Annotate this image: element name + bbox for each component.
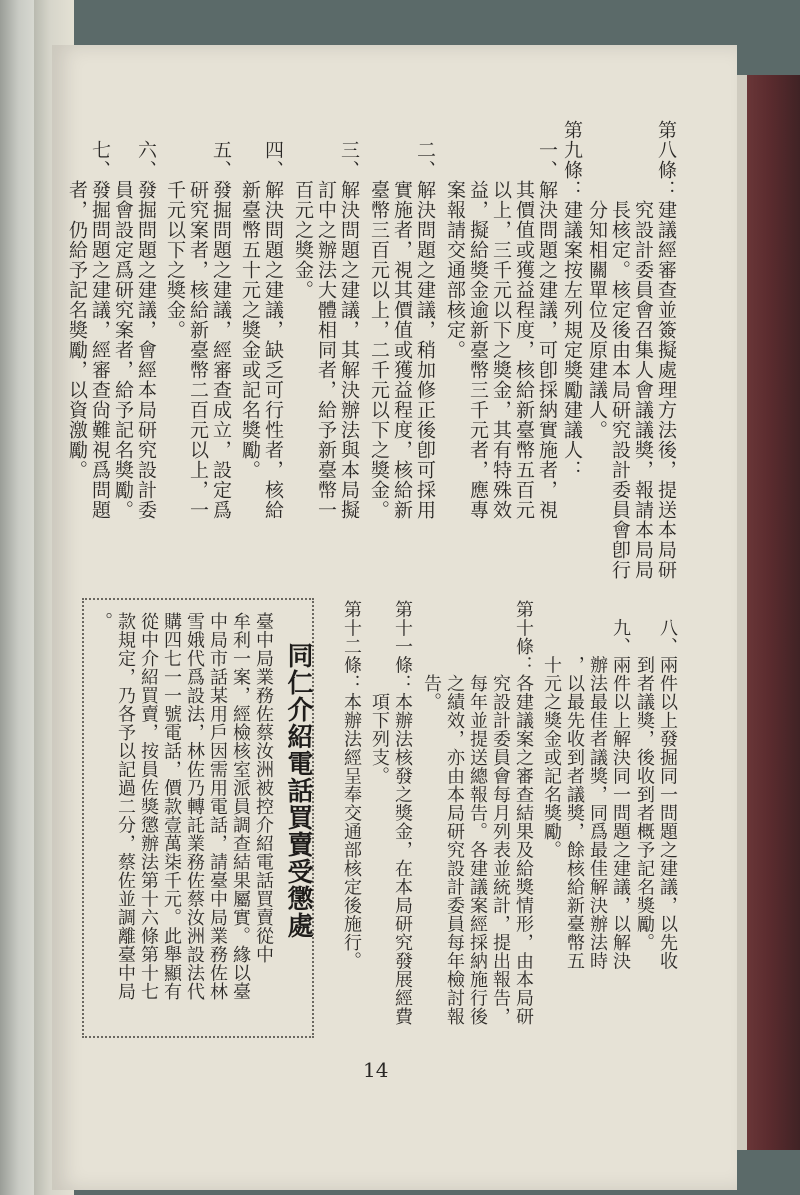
lower-line-12: 第十一條：本辦法核發之獎金，在本局研究發展經費	[392, 600, 413, 1026]
upper-line-7: 其價值或獲益程度，核給新臺幣五百元	[513, 120, 535, 520]
lower-line-11: 告。	[421, 600, 442, 711]
upper-line-20: 研究案者，核給新臺幣二百元以上，一	[187, 120, 209, 520]
notice-line-8: 。	[92, 612, 113, 631]
notice-line-5: 購四七一一號電話，價款壹萬柒千元。此舉顯有	[161, 612, 182, 1001]
page-stack-edge	[737, 75, 747, 1150]
upper-line-4: 分知相關單位及原建議人。	[586, 120, 608, 440]
lower-line-14: 第十二條：本辦法經呈奉交通部核定後施行。	[341, 600, 362, 970]
upper-line-22: 六、發掘問題之建議，會經本局研究設計委	[135, 120, 157, 520]
lower-line-6: 十元之獎金或記名獎勵。	[541, 600, 562, 859]
upper-line-24: 七、發掘問題之建議，經審查尙難視爲問題	[89, 120, 111, 520]
upper-line-25: 者，仍給予記名獎勵，以資激勵。	[66, 120, 88, 480]
lower-line-5: ，以最先收到者議獎，餘核給新臺幣五	[564, 600, 585, 970]
upper-line-6: 一、解決問題之建議，可卽採納實施者，視	[536, 120, 558, 520]
lower-line-10: 之績效，亦由本局研究設計委員每年檢討報	[444, 600, 465, 1026]
upper-line-5: 第九條：建議案按左列規定獎勵建議人：	[561, 120, 583, 480]
left-page-edge	[0, 0, 35, 1195]
upper-line-1: 第八條：建議經審查並簽擬處理方法後，提送本局研	[655, 120, 677, 580]
notice-title: 同仁介紹電話買賣受懲處	[283, 642, 313, 939]
lower-line-9: 每年並提送總報告。各建議案經採納施行後	[467, 600, 488, 1026]
notice-line-6: 從中介紹買賣，按員佐獎懲辦法第十六條第十七	[138, 612, 159, 1001]
upper-line-12: 實施者，視其價值或獲益程度，核給新	[391, 120, 413, 520]
lower-line-1: 八、兩件以上發掘同一問題之建議，以先收	[657, 600, 678, 970]
upper-line-15: 訂中之辦法大體相同者，給予新臺幣一	[315, 120, 337, 520]
upper-line-3: 長核定。核定後由本局研究設計委員會卽行	[609, 120, 631, 580]
upper-line-10: 案報請交通部核定。	[444, 120, 466, 360]
notice-line-4: 雪娥代爲設法，林佐乃轉託業務佐蔡汝洲設法代	[184, 612, 205, 1001]
upper-line-9: 益，擬給獎金逾新臺幣三千元者，應專	[467, 120, 489, 520]
notice-line-7: 款規定，乃各予以記過二分，蔡佐並調離臺中局	[115, 612, 136, 1001]
upper-line-11: 二、解決問題之建議，稍加修正後卽可採用	[414, 120, 436, 520]
upper-line-23: 員會設定爲研究案者，給予記名獎勵。	[112, 120, 134, 520]
upper-line-21: 千元以下之獎金。	[164, 120, 186, 340]
notice-line-2: 牟利一案，經檢核室派員調查結果屬實。緣以臺	[230, 612, 251, 1001]
notice-line-3: 中局市話某用戶因需用電話，請臺中局業務佐林	[207, 612, 228, 1001]
lower-line-13: 項下列支。	[369, 600, 390, 785]
page-number: 14	[363, 1058, 389, 1082]
lower-line-7: 第十條：各建議案之審查結果及給獎情形，由本局研	[513, 600, 534, 1026]
lower-line-3: 九、兩件以上解決同一問題之建議，以解決	[610, 600, 631, 970]
notice-line-1: 臺中局業務佐蔡汝洲被控介紹電話買賣從中	[253, 612, 274, 964]
upper-line-16: 百元之獎金。	[292, 120, 314, 300]
lower-line-4: 辦法最佳者議獎，同爲最佳解決辦法時	[587, 600, 608, 970]
lower-line-2: 到者議獎，後收到者概予記名獎勵。	[634, 600, 655, 952]
upper-line-18: 新臺幣五十元之獎金或記名獎勵。	[239, 120, 261, 480]
upper-line-14: 三、解決問題之建議，其解決辦法與本局擬	[338, 120, 360, 520]
lower-line-8: 究設計委員會每月列表並統計，提出報告，	[490, 600, 511, 1026]
upper-line-19: 五、發掘問題之建議，經審查成立，設定爲	[210, 120, 232, 520]
upper-line-13: 臺幣三百元以上，二千元以下之獎金。	[368, 120, 390, 520]
upper-line-17: 四、解決問題之建議，缺乏可行性者，核給	[262, 120, 284, 520]
upper-line-2: 究設計委員會召集人會議議獎，報請本局局	[632, 120, 654, 580]
upper-line-8: 以上，三千元以下之獎金，其有特殊效	[490, 120, 512, 520]
